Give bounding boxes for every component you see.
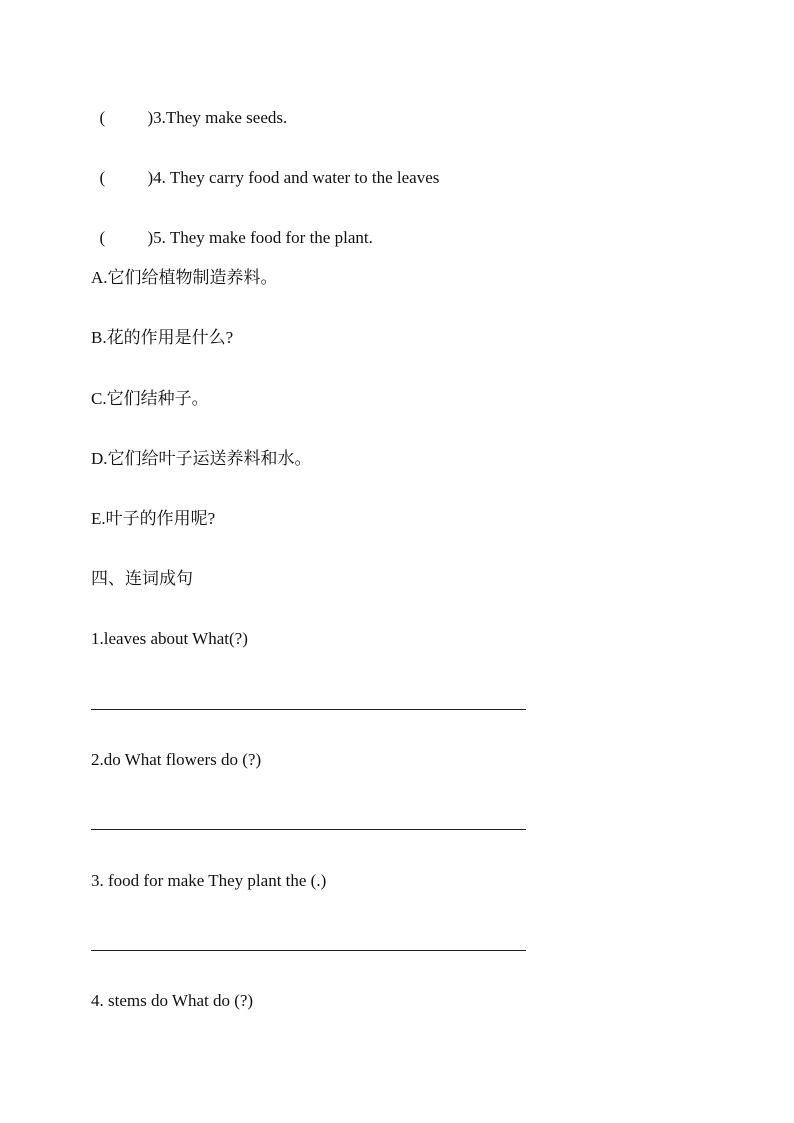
- answer-line-3[interactable]: [91, 950, 526, 951]
- section-heading: 四、连词成句: [91, 569, 193, 588]
- option-d: D.它们给叶子运送养料和水。: [91, 449, 312, 468]
- matching-item-3: [91, 88, 287, 128]
- option-a: A.它们给植物制造养料。: [91, 268, 278, 287]
- option-c: C.它们结种子。: [91, 389, 209, 408]
- option-e: E.叶子的作用呢?: [91, 509, 216, 528]
- matching-item-5: [91, 208, 373, 248]
- question-2: 2.do What flowers do (?): [91, 750, 262, 769]
- matching-item-text: )4. They carry food and water to the leaves: [147, 168, 440, 187]
- matching-item-text: )3.They make seeds.: [147, 108, 288, 127]
- question-4: 4. stems do What do (?): [91, 991, 254, 1010]
- answer-paren[interactable]: (: [99, 228, 106, 247]
- answer-paren[interactable]: (: [99, 168, 106, 187]
- question-1: 1.leaves about What(?): [91, 629, 248, 648]
- answer-paren[interactable]: (: [99, 108, 106, 127]
- option-b: B.花的作用是什么?: [91, 328, 234, 347]
- matching-item-4: [91, 148, 439, 188]
- question-3: 3. food for make They plant the (.): [91, 871, 327, 890]
- answer-line-1[interactable]: [91, 709, 526, 710]
- answer-line-2[interactable]: [91, 829, 526, 830]
- matching-item-text: )5. They make food for the plant.: [147, 228, 373, 247]
